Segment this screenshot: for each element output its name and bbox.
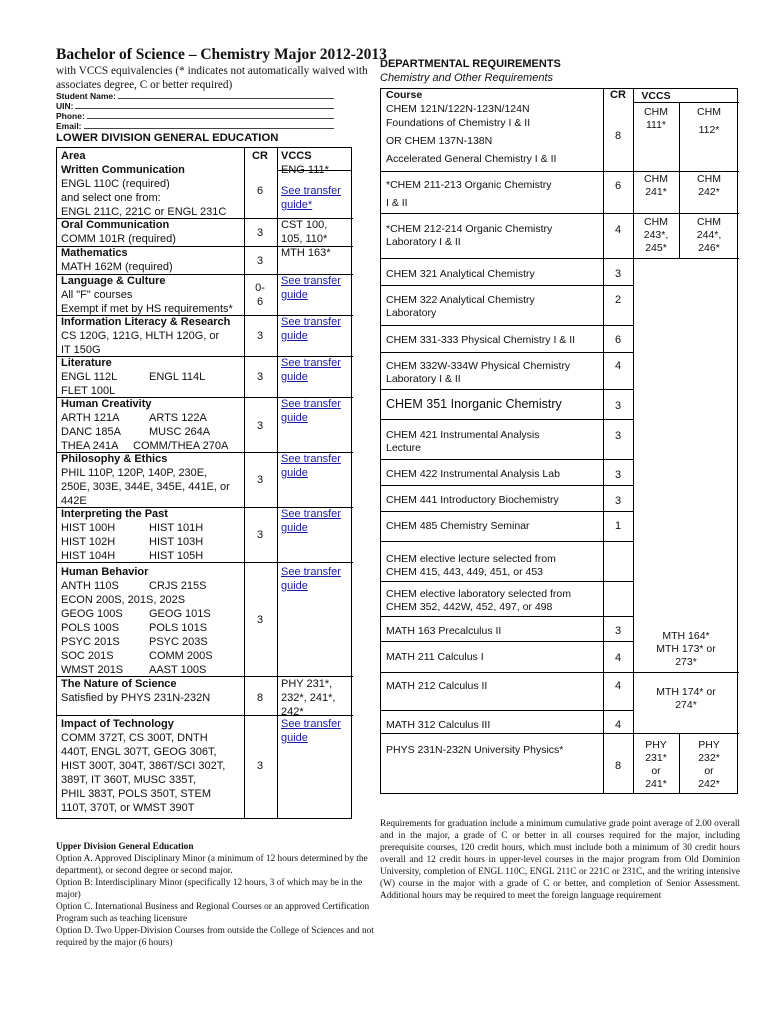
course-row: PHYS 231N-232N University Physics*: [386, 744, 564, 756]
col-area: Area: [61, 150, 86, 162]
course-row: CHEM 331-333 Physical Chemistry I & II: [386, 334, 576, 346]
transfer-guide-link[interactable]: See transfer: [281, 357, 341, 369]
col-vccs: VCCS: [281, 150, 312, 162]
cr-value: 0-: [255, 282, 265, 294]
option-b: Option B: Interdisciplinary Minor (specifically 12 hours, 3 of which may be in the major): [56, 878, 363, 900]
cr-value: 4: [614, 224, 622, 236]
cr-value: 6: [614, 334, 622, 346]
cr-value: 3: [256, 420, 264, 432]
option-d: Option D. Two Upper-Division Courses from outside the College of Sciences and not required by the major (6 hours): [56, 926, 374, 948]
cr-value: 3: [614, 430, 622, 442]
area-nature-of-science: The Nature of Science: [61, 678, 177, 690]
area-impact-of-technology: Impact of Technology: [61, 718, 174, 730]
course-row: CHEM elective laboratory selected from: [386, 588, 571, 600]
course-row: CHEM elective lecture selected from: [386, 553, 556, 565]
cr-value: 3: [256, 330, 264, 342]
col-cr: CR: [252, 150, 268, 162]
course-row: MATH 312 Calculus III: [386, 719, 491, 731]
cr-value: 2: [614, 294, 622, 306]
course-row: CHEM 422 Instrumental Analysis Lab: [386, 468, 560, 480]
transfer-guide-link[interactable]: guide: [281, 580, 308, 592]
dept-heading: DEPARTMENTAL REQUIREMENTS: [380, 58, 561, 70]
course-row: CHEM 322 Analytical Chemistry: [386, 294, 535, 306]
area-information-literacy: Information Literacy & Research: [61, 316, 231, 328]
cr-value: 4: [614, 680, 622, 692]
course-row: MATH 212 Calculus II: [386, 680, 488, 692]
cr-value: 4: [614, 360, 622, 372]
course-row: CHEM 121N/122N-123N/124N: [386, 103, 530, 115]
course-row: CHEM 441 Introductory Biochemistry: [386, 494, 559, 506]
course-row: CHEM 332W-334W Physical Chemistry: [386, 360, 571, 372]
transfer-guide-link[interactable]: guide: [281, 412, 308, 424]
cr-value: 3: [256, 529, 264, 541]
cr-value: 3: [256, 760, 264, 772]
cr-value: 1: [614, 520, 622, 532]
area-human-behavior: Human Behavior: [61, 566, 149, 578]
transfer-guide-link[interactable]: guide: [281, 467, 308, 479]
cr-value: 3: [614, 400, 622, 412]
course-row: CHEM 321 Analytical Chemistry: [386, 268, 535, 280]
course-row: CHEM 421 Instrumental Analysis: [386, 429, 540, 441]
option-c: Option C. International Business and Regional Courses or an approved Certification Program such as teaching licensure: [56, 902, 370, 924]
phone-field[interactable]: Phone:: [56, 111, 334, 121]
course-row: CHEM 485 Chemistry Seminar: [386, 520, 530, 532]
lower-division-table: Area CR VCCS Written Communication ENGL 110C (required) and select one from: ENGL 211C, 221C or ENGL 231C 6 ENG 111* See transfer guide* Oral Communication COMM 101R (required) 3 CST 100, 105, 110* Mathematics MATH 162M (required) 3 MTH 163* Language & Culture All "F" courses Exempt if met by HS requirements* 0- 6 See transfer guide Information Literacy & Research CS 120G, 121G, HLTH 120G, or IT 150G 3 See transfer guide Literature ENGL 112L ENGL 114L FLET 100L 3 See transfer guide Human Creativity ARTH 121A ARTS 122A DANC 185A MUSC 264A THEA 241A COMM/THEA 270A 3 See transfer guide Philosophy & Ethics PHIL 110P, 120P, 140P, 230E, 250E, 303E, 344E, 345E, 441E, or 442E 3 See transfer guide Interpreting the Past HIST 100H HIST 101H HIST 102H HIST 103H HIST 104H HIST 105H 3 See transfer guide Human Behavior ANTH 110S CRJS 215S ECON 200S, 201S, 202S GEOG 100S GEOG 101S POLS 100S POLS 101S PSYC 201S PSYC 203S SOC 201S COMM 200S WMST 201S AAST 100S 3 See transfer guide The Nature of Science Satisfied by PHYS 231N-232N 8 PHY 231*, 232*, 241*, 242* Impact of Technology COMM 372T, CS 300T, DNTH 440T, ENGL 307T, GEOG 306T, HIST 300T, 304T, 386T/SCI 302T, 389T, IT 360T, MUSC 335T, PHIL 383T, POLS 350T, STEM 110T, 370T, or WMST 390T 3 See transfer guide: [56, 147, 352, 819]
cr-value: 8: [614, 760, 622, 772]
area-literature: Literature: [61, 357, 112, 369]
col-cr: CR: [610, 89, 626, 101]
course-row: *CHEM 212-214 Organic Chemistry: [386, 223, 553, 235]
cr-value: 6: [256, 185, 264, 197]
student-name-field[interactable]: Student Name:: [56, 91, 334, 101]
cr-value: 8: [256, 692, 264, 704]
cr-value: 3: [256, 474, 264, 486]
graduation-requirements: Requirements for graduation include a minimum cumulative grade point average of 2.00 overall and in the major, a grade of C or better in all courses required for the major, including prerequisite courses, 120 credit hours, which must include both a minimum of 30 credit hours overall and 12 credit hours in upper-level courses in the major program from Old Dominion University, completion of ENGL 110C, ENGL 211C or 221C or 231C, and the writing intensive (W) course in the major with a grade of C or better, and completion of Senior Assessment. Additional hours may be required to meet the foreign language requirement: [380, 819, 740, 901]
transfer-guide-link[interactable]: guide: [281, 289, 308, 301]
transfer-guide-link[interactable]: See transfer: [281, 275, 341, 287]
area-philosophy-ethics: Philosophy & Ethics: [61, 453, 168, 465]
transfer-guide-link[interactable]: See transfer: [281, 453, 341, 465]
cr-value: 4: [614, 652, 622, 664]
cr-value: 3: [256, 614, 264, 626]
cr-value: 3: [256, 255, 264, 267]
area-interpreting-past: Interpreting the Past: [61, 508, 168, 520]
cr-value: 3: [614, 268, 622, 280]
cr-value: 3: [614, 469, 622, 481]
page-title: Bachelor of Science – Chemistry Major 2012-2013: [56, 46, 387, 63]
cr-value: 3: [614, 495, 622, 507]
cr-value: 3: [256, 371, 264, 383]
cr-value: 6: [256, 296, 264, 308]
upper-division-options: [56, 853, 374, 949]
transfer-guide-link[interactable]: guide: [281, 330, 308, 342]
transfer-guide-link[interactable]: guide*: [281, 199, 313, 211]
area-mathematics: Mathematics: [61, 247, 128, 259]
course-row: CHEM 351 Inorganic Chemistry: [386, 397, 562, 411]
transfer-guide-link[interactable]: See transfer: [281, 316, 341, 328]
transfer-guide-link[interactable]: See transfer: [281, 508, 341, 520]
uin-field[interactable]: UIN:: [56, 101, 334, 111]
page-subtitle: with VCCS equivalencies (* indicates not automatically waived with associates degree, C or better required): [56, 65, 368, 91]
area-language-culture: Language & Culture: [61, 275, 166, 287]
cr-value: 3: [256, 227, 264, 239]
cr-value: 3: [614, 625, 622, 637]
lower-division-heading: LOWER DIVISION GENERAL EDUCATION: [56, 132, 279, 144]
option-a: Option A. Approved Disciplinary Minor (a minimum of 12 hours determined by the department), or second degree or second major.: [56, 854, 368, 876]
area-human-creativity: Human Creativity: [61, 398, 152, 410]
course-row: MATH 163 Precalculus II: [386, 625, 502, 637]
course-row: MATH 211 Calculus I: [386, 651, 484, 663]
col-vccs: VCCS: [641, 90, 671, 102]
departmental-table: Course CR VCCS CHEM 121N/122N-123N/124N Foundations of Chemistry I & II OR CHEM 137N-138N Accelerated General Chemistry I & II 8 CHM 111* CHM 112* *CHEM 211-213 Organic Chemistry I & II 6 CHM 241* CHM 242* *CHEM 212-214 Organic Chemistry Laboratory I & II 4 CHM 243*, 245* CHM 244*, 246* CHEM 321 Analytical Chemistry 3 CHEM 322 Analytical Chemistry Laboratory 2 CHEM 331-333 Physical Chemistry I & II 6 CHEM 332W-334W Physical Chemistry Laboratory I & II 4 CHEM 351 Inorganic Chemistry 3 CHEM 421 Instrumental Analysis Lecture 3 CHEM 422 Instrumental Analysis Lab 3 CHEM 441 Introductory Biochemistry 3 CHEM 485 Chemistry Seminar 1 CHEM elective lecture selected from CHEM 415, 443, 449, 451, or 453 CHEM elective laboratory selected from CHEM 352, 442W, 452, 497, or 498 MATH 163 Precalculus II 3 MTH 164* MTH 173* or 273* MATH 211 Calculus I 4 MATH 212 Calculus II 4 MTH 174* or 274* MATH 312 Calculus III 4 PHYS 231N-232N University Physics* 8 PHY 231* or 241* PHY 232* or 242*: [380, 88, 738, 794]
transfer-guide-link[interactable]: See transfer: [281, 185, 341, 197]
cr-value: 6: [614, 180, 622, 192]
course-row: *CHEM 211-213 Organic Chemistry: [386, 179, 552, 191]
transfer-guide-link[interactable]: See transfer: [281, 566, 341, 578]
transfer-guide-link[interactable]: See transfer: [281, 718, 341, 730]
transfer-guide-link[interactable]: See transfer: [281, 398, 341, 410]
transfer-guide-link[interactable]: guide: [281, 371, 308, 383]
cr-value: 8: [614, 130, 622, 142]
dept-subheading: Chemistry and Other Requirements: [380, 72, 554, 84]
col-course: Course: [386, 89, 423, 101]
upper-division-heading: Upper Division General Education: [56, 842, 194, 852]
transfer-guide-link[interactable]: guide: [281, 522, 308, 534]
email-field[interactable]: Email:: [56, 121, 334, 131]
transfer-guide-link[interactable]: guide: [281, 732, 308, 744]
area-oral-communication: Oral Communication: [61, 219, 170, 231]
cr-value: 4: [614, 719, 622, 731]
